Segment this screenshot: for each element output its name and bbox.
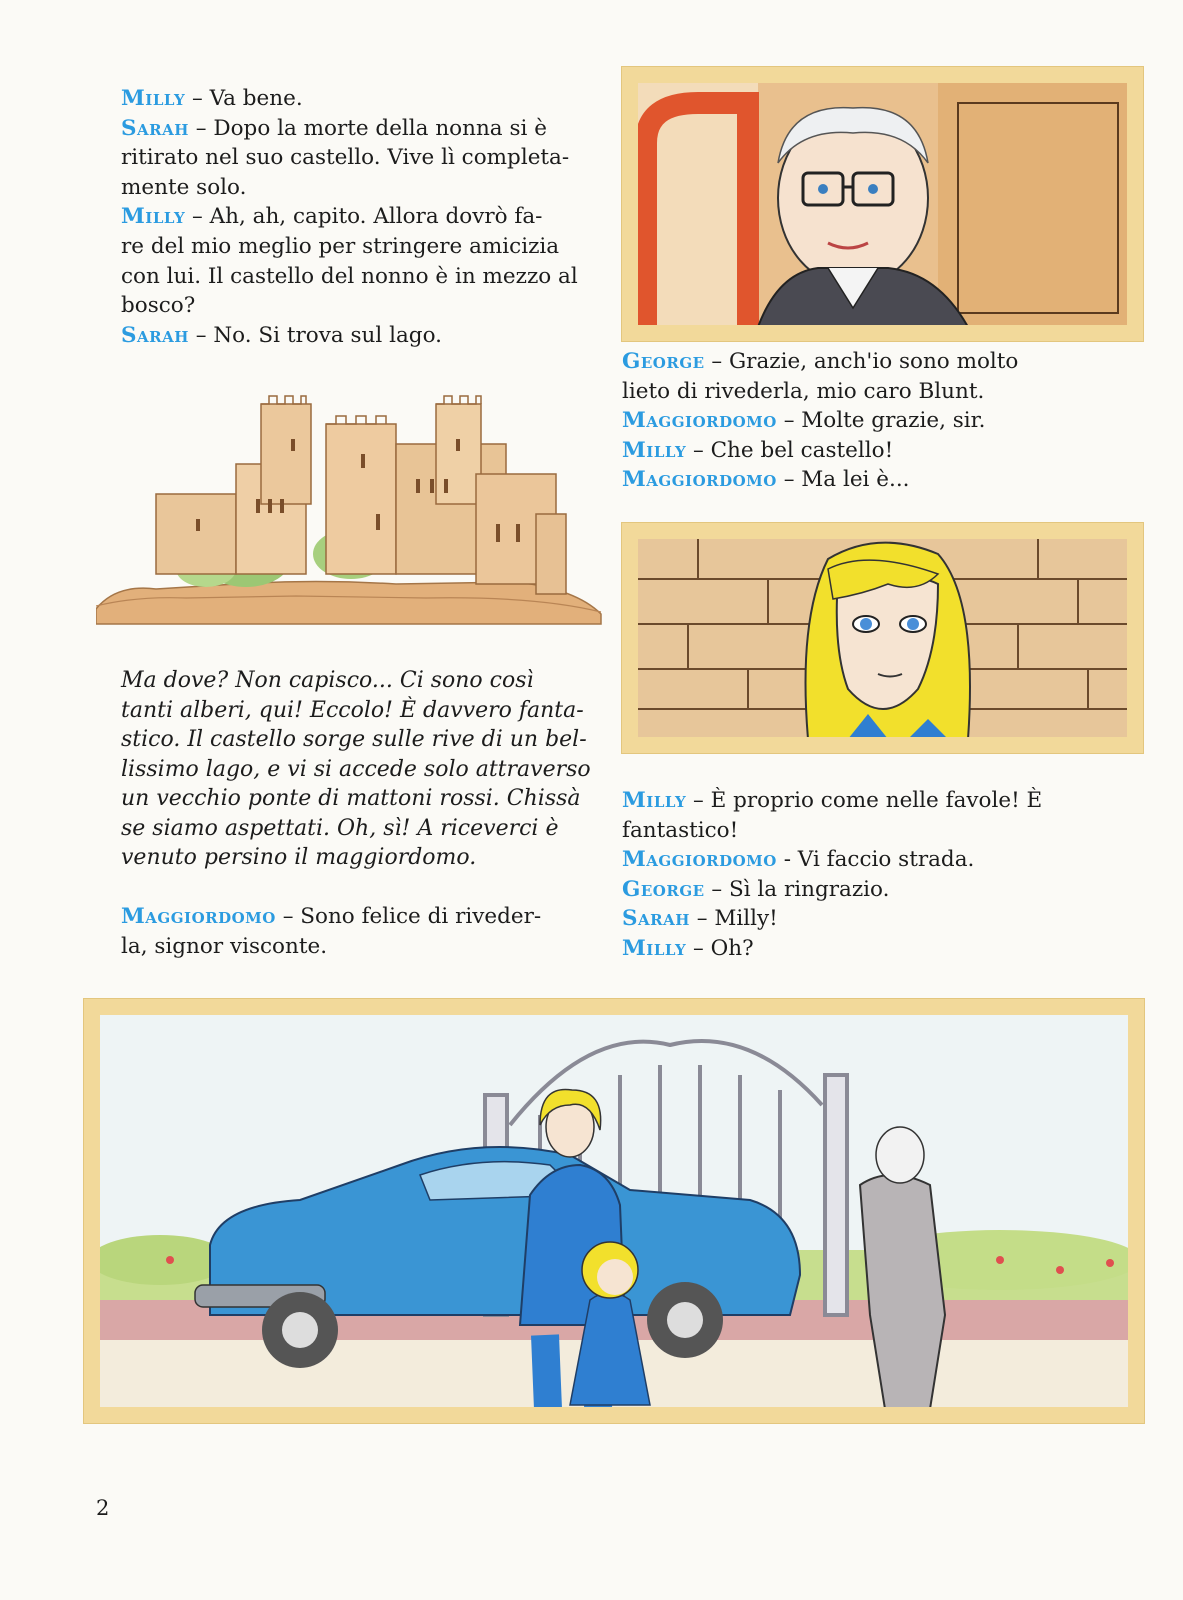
dialogue-line <box>121 902 611 932</box>
dialogue-line <box>622 816 1142 846</box>
dialogue-line <box>121 114 611 144</box>
speaker-name: Milly <box>121 86 186 111</box>
dialogue-text: – Ah, ah, capito. Allora dovrò fa- <box>185 204 543 230</box>
narration-line: tanti alberi, qui! Eccolo! È davvero fanta- <box>121 697 584 723</box>
dialogue-text: - Vi faccio strada. <box>776 847 975 873</box>
speaker-name: Maggiordomo <box>622 467 777 493</box>
dialogue-text: ritirato nel suo castello. Vive lì completa- <box>121 145 570 171</box>
dialogue-text: – È proprio come nelle favole! È <box>686 788 1043 813</box>
speaker-name: Milly <box>121 204 186 230</box>
speaker-name: Sarah <box>622 906 690 932</box>
dialogue-text: – Oh? <box>686 935 754 961</box>
dialogue-line <box>121 84 611 114</box>
speaker-name: Milly <box>622 437 687 463</box>
dialogue-text: – Sono felice di riveder- <box>275 904 542 929</box>
dialogue-text: fantastico! <box>622 817 739 843</box>
dialogue-text: bosco? <box>121 293 196 319</box>
dialogue-text: – Grazie, anch'io sono molto <box>704 349 1019 374</box>
dialogue-line <box>622 904 1142 934</box>
dialogue-text: – Molte grazie, sir. <box>776 408 986 434</box>
butler-portrait-frame <box>621 66 1144 342</box>
right-mid-dialogue <box>622 347 1142 495</box>
dialogue-line <box>121 291 611 321</box>
speaker-name: Milly <box>622 935 687 961</box>
narration-line: se siamo aspettati. Oh, sì! A riceverci è <box>121 815 559 841</box>
dialogue-text: lieto di rivederla, mio caro Blunt. <box>622 378 985 404</box>
speaker-name: George <box>622 349 705 374</box>
speaker-name: George <box>622 876 705 902</box>
dialogue-text: – Milly! <box>689 906 778 932</box>
dialogue-line <box>121 932 611 962</box>
dialogue-line <box>121 232 611 262</box>
dialogue-text: – Ma lei è... <box>776 467 910 493</box>
dialogue-text: re del mio meglio per stringere amicizia <box>121 233 560 259</box>
speaker-name: Sarah <box>121 322 189 348</box>
speaker-name: Maggiordomo <box>121 904 276 929</box>
narration-line: Ma dove? Non capisco... Ci sono così <box>121 668 534 693</box>
dialogue-text: mente solo. <box>121 174 247 200</box>
dialogue-line <box>622 786 1142 816</box>
narration <box>121 666 611 873</box>
dialogue-line <box>121 173 611 203</box>
left-top-dialogue <box>121 84 611 350</box>
page-number: 2 <box>96 1496 110 1520</box>
narration-line: lissimo lago, e vi si accede solo attraverso <box>121 756 591 782</box>
castle-illustration <box>96 384 606 634</box>
speaker-name: Sarah <box>121 115 189 141</box>
narration-line: venuto persino il maggiordomo. <box>121 845 477 870</box>
narration-line: stico. Il castello sorge sulle rive di un bel- <box>121 727 587 752</box>
dialogue-text: – Va bene. <box>185 86 303 111</box>
car-gate-scene <box>100 1015 1128 1407</box>
dialogue-text: – Dopo la morte della nonna si è <box>188 115 547 141</box>
dialogue-line <box>622 347 1142 377</box>
speaker-name: Maggiordomo <box>622 847 777 873</box>
left-bottom-dialogue <box>121 902 611 961</box>
dialogue-line <box>121 143 611 173</box>
speaker-name: Milly <box>622 788 687 813</box>
george-portrait <box>638 539 1127 737</box>
george-portrait-frame <box>621 522 1144 754</box>
dialogue-line <box>622 406 1142 436</box>
dialogue-line <box>622 465 1142 495</box>
dialogue-line <box>622 377 1142 407</box>
dialogue-line <box>121 262 611 292</box>
narration-line: un vecchio ponte di mattoni rossi. Chissà <box>121 786 581 811</box>
dialogue-text: – No. Si trova sul lago. <box>188 322 442 348</box>
speaker-name: Maggiordomo <box>622 408 777 434</box>
dialogue-line <box>622 845 1142 875</box>
dialogue-line <box>622 875 1142 905</box>
dialogue-text: – Sì la ringrazio. <box>704 876 890 902</box>
dialogue-text: – Che bel castello! <box>686 437 894 463</box>
butler-portrait <box>638 83 1127 325</box>
right-bottom-dialogue <box>622 786 1142 964</box>
dialogue-line <box>121 321 611 351</box>
dialogue-line <box>121 202 611 232</box>
dialogue-text: con lui. Il castello del nonno è in mezzo al <box>121 263 578 289</box>
car-gate-scene-frame <box>83 998 1145 1424</box>
dialogue-line <box>622 934 1142 964</box>
dialogue-line <box>622 436 1142 466</box>
dialogue-text: la, signor visconte. <box>121 933 328 959</box>
